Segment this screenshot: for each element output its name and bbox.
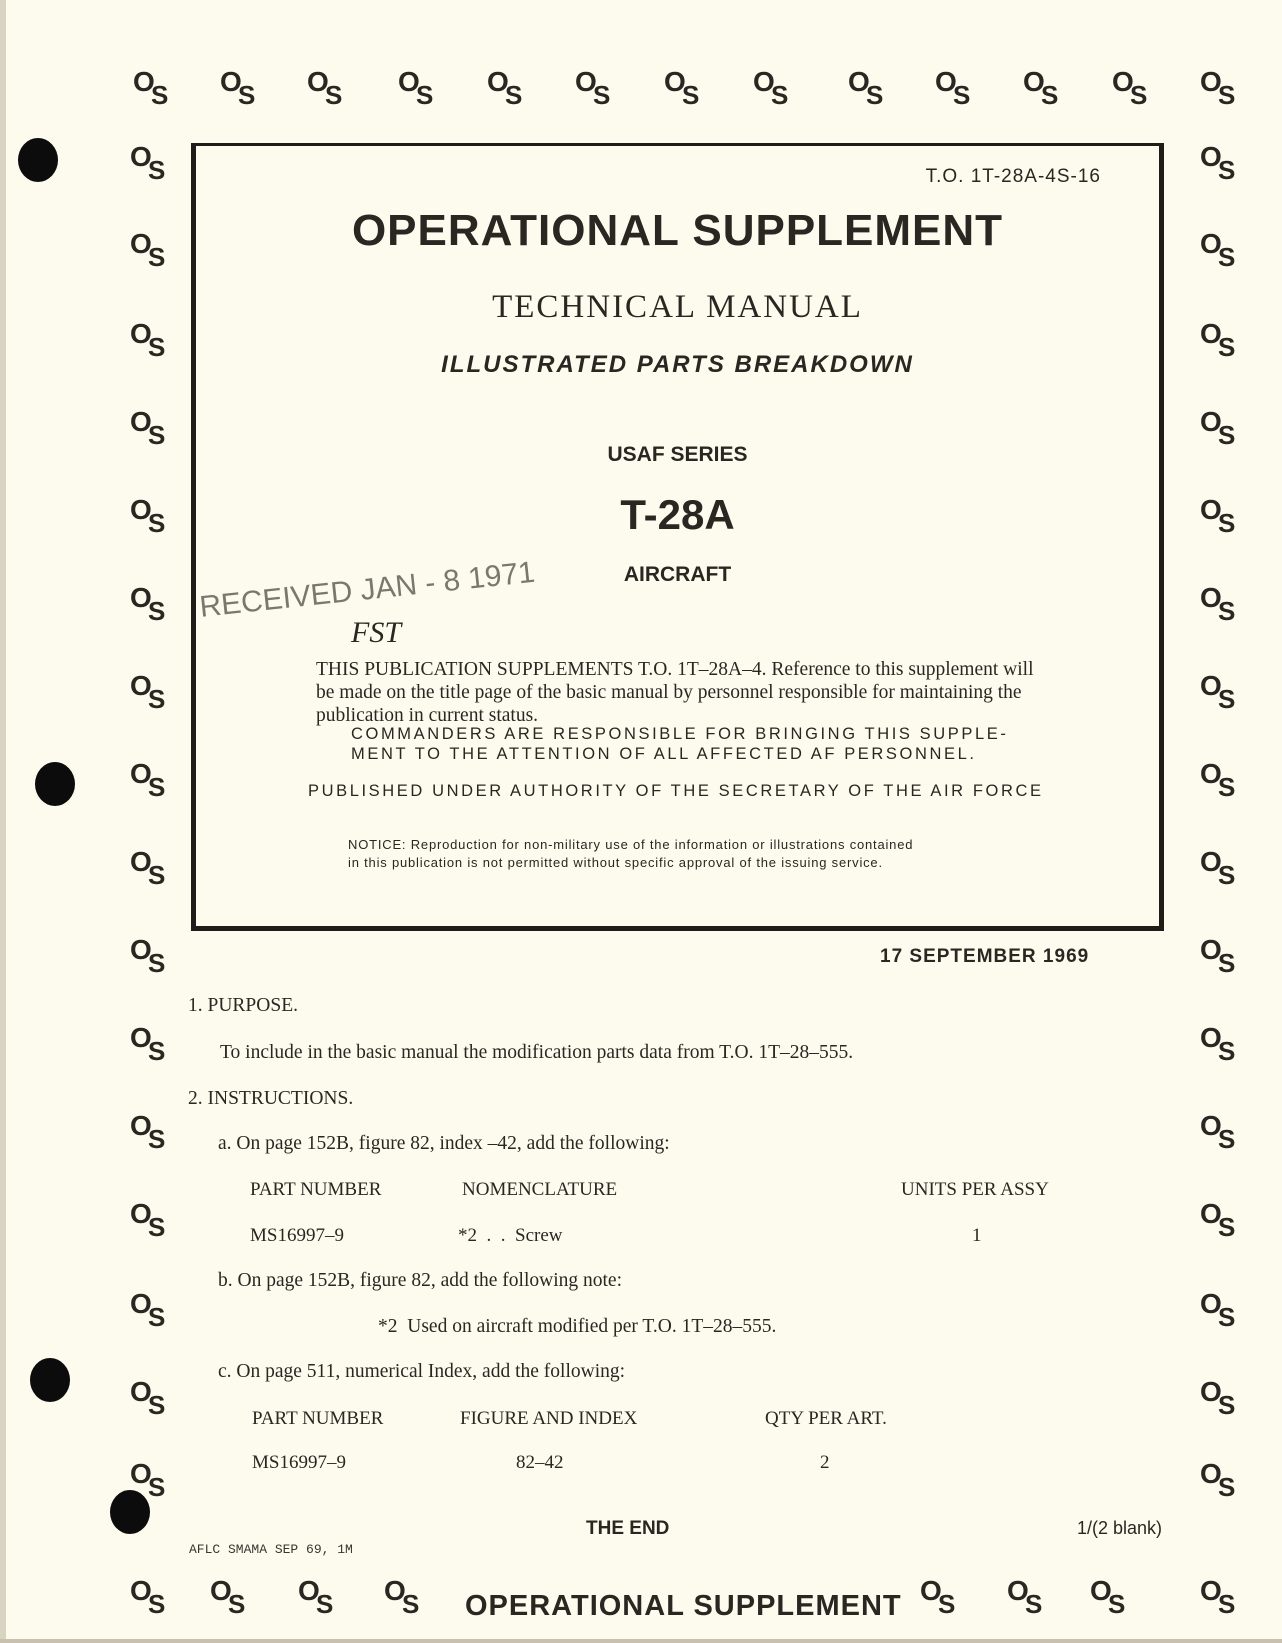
os-mark-s: S xyxy=(1218,508,1236,538)
os-mark-o: O xyxy=(1090,1575,1112,1606)
os-mark-icon xyxy=(1023,68,1063,110)
column-header: NOMENCLATURE xyxy=(462,1179,618,1200)
os-mark-s: S xyxy=(148,1589,166,1619)
os-mark-icon xyxy=(130,1460,170,1502)
os-mark-s: S xyxy=(148,596,166,626)
os-mark-s: S xyxy=(1218,684,1236,714)
os-mark-o: O xyxy=(1200,582,1222,613)
os-mark-icon xyxy=(920,1577,960,1619)
os-mark-s: S xyxy=(1218,860,1236,890)
os-mark-s: S xyxy=(1218,420,1236,450)
os-mark-o: O xyxy=(1112,66,1134,97)
os-mark-o: O xyxy=(920,1575,942,1606)
os-mark-o: O xyxy=(1200,1198,1222,1229)
table-cell-part-number: MS16997–9 xyxy=(250,1225,344,1246)
os-mark-o: O xyxy=(130,670,152,701)
os-mark-s: S xyxy=(593,80,611,110)
os-mark-s: S xyxy=(1218,1036,1236,1066)
os-mark-icon xyxy=(1200,1200,1240,1242)
os-mark-icon xyxy=(130,584,170,626)
column-header: PART NUMBER xyxy=(250,1179,382,1200)
punch-hole-icon xyxy=(30,1358,70,1402)
os-mark-icon xyxy=(487,68,527,110)
os-mark-icon xyxy=(1090,1577,1130,1619)
purpose-text: To include in the basic manual the modification parts data from T.O. 1T–28–555. xyxy=(220,1042,854,1063)
os-mark-icon xyxy=(848,68,888,110)
os-mark-o: O xyxy=(1200,318,1222,349)
os-mark-icon xyxy=(575,68,615,110)
purpose-heading: 1. PURPOSE. xyxy=(188,995,298,1016)
os-mark-o: O xyxy=(130,1288,152,1319)
the-end-label: THE END xyxy=(586,1518,670,1539)
os-mark-s: S xyxy=(402,1589,420,1619)
os-mark-o: O xyxy=(1200,1376,1222,1407)
os-mark-o: O xyxy=(575,66,597,97)
os-mark-s: S xyxy=(148,332,166,362)
os-mark-icon xyxy=(1200,1024,1240,1066)
os-mark-s: S xyxy=(1218,1124,1236,1154)
os-mark-icon xyxy=(1200,1290,1240,1332)
os-mark-s: S xyxy=(148,1302,166,1332)
os-mark-s: S xyxy=(771,80,789,110)
column-header: FIGURE AND INDEX xyxy=(460,1408,638,1429)
os-mark-icon xyxy=(130,760,170,802)
os-mark-o: O xyxy=(130,582,152,613)
os-mark-o: O xyxy=(1200,1288,1222,1319)
os-mark-s: S xyxy=(148,1472,166,1502)
os-mark-o: O xyxy=(210,1575,232,1606)
os-mark-icon xyxy=(1200,936,1240,978)
notice-line-2: in this publication is not permitted without specific approval of the issuing service. xyxy=(348,855,883,870)
os-mark-o: O xyxy=(130,1575,152,1606)
os-mark-s: S xyxy=(148,772,166,802)
os-mark-icon xyxy=(1200,584,1240,626)
received-stamp: RECEIVED JAN - 8 1971 xyxy=(198,555,537,624)
os-mark-icon xyxy=(210,1577,250,1619)
os-mark-icon xyxy=(1200,496,1240,538)
os-mark-o: O xyxy=(1200,66,1222,97)
os-mark-icon xyxy=(1200,1460,1240,1502)
table-cell-units: 1 xyxy=(972,1225,982,1246)
os-mark-s: S xyxy=(1218,1589,1236,1619)
os-mark-icon xyxy=(398,68,438,110)
os-mark-o: O xyxy=(1200,141,1222,172)
punch-hole-icon xyxy=(35,762,75,806)
os-mark-o: O xyxy=(398,66,420,97)
os-mark-s: S xyxy=(325,80,343,110)
os-mark-icon xyxy=(1200,848,1240,890)
os-mark-icon xyxy=(753,68,793,110)
os-mark-o: O xyxy=(1200,846,1222,877)
os-mark-s: S xyxy=(1218,1302,1236,1332)
os-mark-o: O xyxy=(1200,494,1222,525)
os-mark-s: S xyxy=(148,1390,166,1420)
os-mark-icon xyxy=(130,1024,170,1066)
aircraft-label: AIRCRAFT xyxy=(623,563,732,586)
os-mark-icon xyxy=(130,1577,170,1619)
os-mark-o: O xyxy=(1200,1575,1222,1606)
commanders-line-2: MENT TO THE ATTENTION OF ALL AFFECTED AF PERSONNEL. xyxy=(351,745,977,763)
reproduction-notice xyxy=(348,836,913,872)
os-mark-icon xyxy=(1200,143,1240,185)
os-mark-icon xyxy=(130,672,170,714)
os-mark-o: O xyxy=(307,66,329,97)
handwritten-initials: FST xyxy=(351,616,402,649)
os-mark-o: O xyxy=(298,1575,320,1606)
os-mark-s: S xyxy=(148,1124,166,1154)
os-mark-s: S xyxy=(148,1212,166,1242)
os-mark-s: S xyxy=(1218,332,1236,362)
os-mark-o: O xyxy=(753,66,775,97)
os-mark-s: S xyxy=(228,1589,246,1619)
column-header: QTY PER ART. xyxy=(765,1408,887,1429)
os-mark-o: O xyxy=(1200,406,1222,437)
commanders-line-1: COMMANDERS ARE RESPONSIBLE FOR BRINGING THIS SUPPLE- xyxy=(351,725,1009,743)
os-mark-o: O xyxy=(1023,66,1045,97)
os-mark-s: S xyxy=(1025,1589,1043,1619)
os-mark-o: O xyxy=(130,846,152,877)
os-mark-s: S xyxy=(148,684,166,714)
os-mark-icon xyxy=(1112,68,1152,110)
os-mark-s: S xyxy=(148,1036,166,1066)
os-mark-s: S xyxy=(682,80,700,110)
os-mark-o: O xyxy=(220,66,242,97)
os-mark-o: O xyxy=(130,1022,152,1053)
os-mark-s: S xyxy=(416,80,434,110)
os-mark-icon xyxy=(130,1290,170,1332)
os-mark-s: S xyxy=(1218,155,1236,185)
instruction-a: a. On page 152B, figure 82, index –42, add the following: xyxy=(218,1133,670,1154)
os-mark-icon xyxy=(307,68,347,110)
table-cell-nomenclature: *2 . . Screw xyxy=(458,1225,563,1246)
os-mark-icon xyxy=(1200,760,1240,802)
os-mark-o: O xyxy=(1200,1022,1222,1053)
os-mark-icon xyxy=(1200,672,1240,714)
os-mark-o: O xyxy=(1200,758,1222,789)
os-mark-o: O xyxy=(130,1458,152,1489)
instruction-b-note: *2 Used on aircraft modified per T.O. 1T–28–555. xyxy=(378,1316,777,1337)
os-mark-s: S xyxy=(1218,596,1236,626)
os-mark-icon xyxy=(130,230,170,272)
document-subsubtitle: ILLUSTRATED PARTS BREAKDOWN xyxy=(441,351,914,378)
os-mark-s: S xyxy=(1218,242,1236,272)
print-code: AFLC SMAMA SEP 69, 1M xyxy=(189,1542,353,1557)
os-mark-icon xyxy=(130,496,170,538)
os-mark-s: S xyxy=(148,948,166,978)
os-mark-o: O xyxy=(848,66,870,97)
os-mark-o: O xyxy=(130,318,152,349)
document-subtitle: TECHNICAL MANUAL xyxy=(492,289,863,325)
os-mark-o: O xyxy=(1200,670,1222,701)
supplement-paragraph: THIS PUBLICATION SUPPLEMENTS T.O. 1T–28A–4. Reference to this supplement will be made on the title page of the basic manual by personnel responsible for maintaining the publication in current status. xyxy=(316,659,1034,726)
os-mark-icon xyxy=(1200,320,1240,362)
os-mark-s: S xyxy=(1218,772,1236,802)
os-mark-o: O xyxy=(1200,228,1222,259)
os-mark-o: O xyxy=(935,66,957,97)
os-mark-o: O xyxy=(130,934,152,965)
os-mark-o: O xyxy=(130,494,152,525)
os-mark-s: S xyxy=(938,1589,956,1619)
os-mark-icon xyxy=(130,936,170,978)
os-mark-o: O xyxy=(1007,1575,1029,1606)
os-mark-s: S xyxy=(238,80,256,110)
os-mark-s: S xyxy=(151,80,169,110)
instruction-b: b. On page 152B, figure 82, add the following note: xyxy=(218,1270,623,1291)
notice-line-1: NOTICE: Reproduction for non-military use of the information or illustrations contained xyxy=(348,837,914,852)
os-mark-o: O xyxy=(130,758,152,789)
os-mark-icon xyxy=(384,1577,424,1619)
os-mark-s: S xyxy=(148,860,166,890)
os-mark-o: O xyxy=(133,66,155,97)
instructions-heading: 2. INSTRUCTIONS. xyxy=(188,1088,354,1109)
os-mark-icon xyxy=(664,68,704,110)
column-header: PART NUMBER xyxy=(252,1408,384,1429)
os-mark-o: O xyxy=(664,66,686,97)
os-mark-icon xyxy=(130,408,170,450)
os-mark-o: O xyxy=(384,1575,406,1606)
os-mark-s: S xyxy=(148,242,166,272)
os-mark-s: S xyxy=(1108,1589,1126,1619)
os-mark-icon xyxy=(130,320,170,362)
os-mark-icon xyxy=(133,68,173,110)
os-mark-s: S xyxy=(148,420,166,450)
os-mark-o: O xyxy=(130,1198,152,1229)
os-mark-o: O xyxy=(130,1110,152,1141)
table-cell-figure-index: 82–42 xyxy=(516,1452,564,1473)
os-mark-o: O xyxy=(1200,934,1222,965)
os-mark-s: S xyxy=(953,80,971,110)
column-header: UNITS PER ASSY xyxy=(901,1179,1049,1200)
os-mark-o: O xyxy=(130,1376,152,1407)
series-label: USAF SERIES xyxy=(607,443,748,466)
commanders-notice xyxy=(351,724,1009,764)
paper-edge-bottom xyxy=(0,1639,1282,1643)
instruction-c: c. On page 511, numerical Index, add the following: xyxy=(218,1361,626,1382)
os-mark-s: S xyxy=(1218,1390,1236,1420)
os-mark-s: S xyxy=(866,80,884,110)
table-cell-qty: 2 xyxy=(820,1452,830,1473)
os-mark-s: S xyxy=(1218,948,1236,978)
os-mark-s: S xyxy=(505,80,523,110)
os-mark-s: S xyxy=(316,1589,334,1619)
authority-line: PUBLISHED UNDER AUTHORITY OF THE SECRETARY OF THE AIR FORCE xyxy=(308,782,1044,800)
document-title: OPERATIONAL SUPPLEMENT xyxy=(351,206,1004,255)
os-mark-s: S xyxy=(1041,80,1059,110)
os-mark-s: S xyxy=(1218,1472,1236,1502)
os-mark-s: S xyxy=(1218,1212,1236,1242)
os-mark-icon xyxy=(298,1577,338,1619)
os-mark-o: O xyxy=(130,141,152,172)
os-mark-icon xyxy=(935,68,975,110)
punch-hole-icon xyxy=(18,138,58,182)
to-number: T.O. 1T-28A-4S-16 xyxy=(925,166,1101,187)
title-block xyxy=(191,143,1164,931)
os-mark-s: S xyxy=(1130,80,1148,110)
os-mark-o: O xyxy=(130,228,152,259)
os-mark-icon xyxy=(1200,408,1240,450)
os-mark-icon xyxy=(1200,1112,1240,1154)
footer-band-title: OPERATIONAL SUPPLEMENT xyxy=(465,1590,902,1622)
os-mark-icon xyxy=(130,1112,170,1154)
os-mark-icon xyxy=(1200,68,1240,110)
os-mark-icon xyxy=(1007,1577,1047,1619)
os-mark-icon xyxy=(220,68,260,110)
publication-date: 17 SEPTEMBER 1969 xyxy=(880,946,1090,967)
os-mark-icon xyxy=(130,1378,170,1420)
aircraft-model: T-28A xyxy=(620,491,735,538)
table-cell-part-number: MS16997–9 xyxy=(252,1452,346,1473)
os-mark-s: S xyxy=(148,155,166,185)
os-mark-s: S xyxy=(1218,80,1236,110)
os-mark-s: S xyxy=(148,508,166,538)
os-mark-o: O xyxy=(130,406,152,437)
os-mark-icon xyxy=(130,1200,170,1242)
os-mark-icon xyxy=(1200,1577,1240,1619)
os-mark-o: O xyxy=(1200,1110,1222,1141)
os-mark-icon xyxy=(1200,1378,1240,1420)
os-mark-icon xyxy=(130,848,170,890)
page-number: 1/(2 blank) xyxy=(1077,1518,1163,1538)
os-mark-icon xyxy=(1200,230,1240,272)
os-mark-icon xyxy=(130,143,170,185)
os-mark-o: O xyxy=(1200,1458,1222,1489)
os-mark-o: O xyxy=(487,66,509,97)
paper-edge xyxy=(0,0,6,1643)
